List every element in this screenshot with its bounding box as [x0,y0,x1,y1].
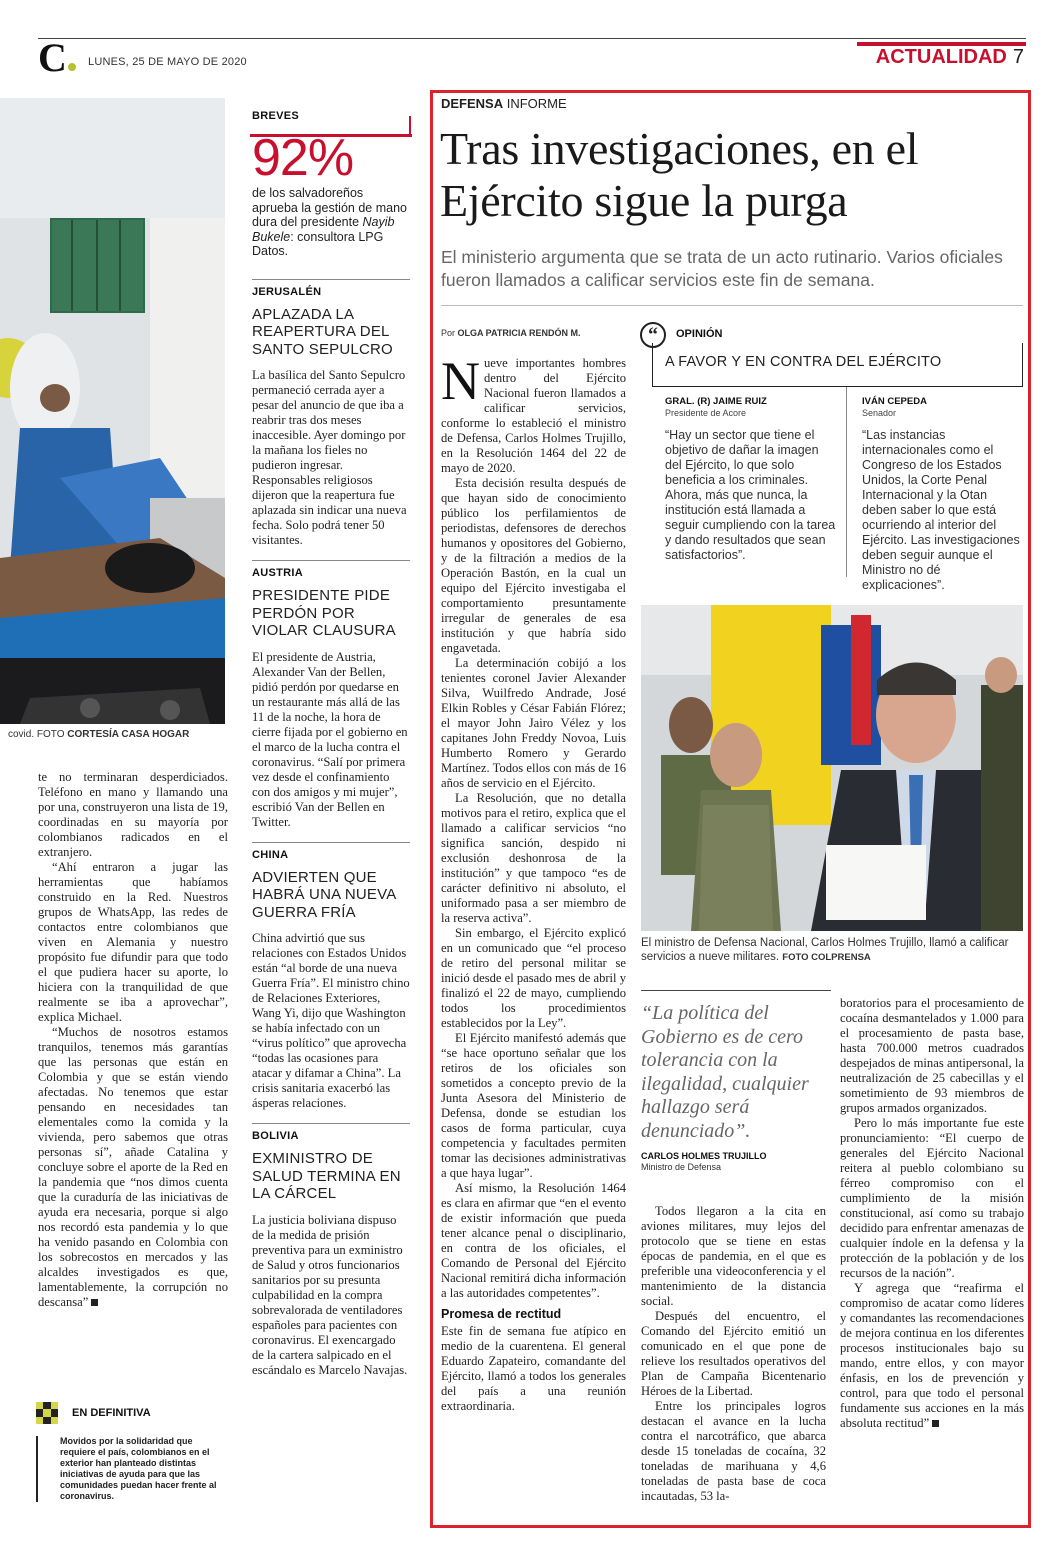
brief-headline: PRESIDENTE PIDE PERDÓN POR VIOLAR CLAUSURA [252,587,396,639]
en-definitiva-text: Movidos por la solidaridad que requiere el país, colombianos en el exterior han planteado distintas iniciativas de ayuda para que las comunidades puedan hacer frente al coronavirus. [36,1436,230,1502]
end-mark-icon [91,1299,98,1306]
opinion-left [665,396,837,563]
paragraph: Y agrega que “reafirma el compromiso de acatar como líderes y comandantes las recomendaciones de mejora continua en los diferentes procesos institucionales bajo su mando, entre ellos, y con mayor énfasis, en los de prevención y control, para que todo el personal fundamente sus acciones en la más absoluta rectitud” [840,1281,1024,1430]
brief-body: China advirtió que sus relaciones con Estados Unidos están “al borde de una nueva Guerra Fría”. El ministro chino de Relaciones Exteriores, Wang Yi, dijo que Washington se había infectado con un “virus político” que aprovecha “todas las ocasiones para atacar y difamar a China”. La crisis sanitaria exacerbó las ásperas relaciones. [252,931,410,1110]
opinion-author: IVÁN CEPEDA [862,396,927,407]
brief-headline: EXMINISTRO DE SALUD TERMINA EN LA CÁRCEL [252,1150,401,1202]
brief-headline: APLAZADA LA REAPERTURA DEL SANTO SEPULCRO [252,305,393,358]
section-name: ACTUALIDAD [875,46,1007,68]
issue-date: LUNES, 25 DE MAYO DE 2020 [88,56,247,68]
breves-stat-text: de los salvadoreños aprueba la gestión de mano dura del presidente Nayib Bukele: consultora LPG Datos. [252,186,407,258]
article-continuation-column [38,770,228,1310]
paragraph: Así mismo, la Resolución 1464 es clara en afirmar que “en el evento de existir información que pueda tener alcance penal o disciplinario, en contra de los oficiales, el Comando de Personal del Ejército Nacional remitirá dicha información a las autoridades competentes”. [441,1181,626,1300]
breves-stat-number: 92% [252,129,354,187]
header-rule [38,38,1026,39]
article-column-3 [840,996,1024,1431]
paragraph: “Muchos de nosotros estamos tranquilos, tenemos más garantías que las personas que están en Colombia y que se están viendo afectadas. No tenemos que estar pensando en necesidades tan elementales como la comida y la vivienda, pero sabemos que otras personas sí”, añade Catalina y concluye sobre el aporte de la Red en la pandemia que “nos dimos cuenta que la curaduría de las iniciativas de ayuda era necesaria, porque si algo nos recordó esta pandemia y lo que ha venido pasando en Colombia con los sobrecostos en mercados y las alcaldes investigados es que, lamentablemente, la corrupción no descansa” [38,1025,228,1309]
en-definitiva-title: EN DEFINITIVA [36,1402,230,1424]
brief-place: BOLIVIA [252,1130,299,1142]
article-deck: El ministerio argumenta que se trata de un acto rutinario. Varios oficiales fueron llamados a calificar servicios este fin de semana. [441,247,1003,290]
paragraph: Entre los principales logros destacan el avance en la lucha contra el narcotráfico, que abarca desde 15 toneladas de cocaína, 32 toneladas de marihuana y 4,6 toneladas de pasta base de coca incautadas, 53 la- [641,1399,826,1503]
end-mark-icon [932,1420,939,1427]
photo-caption-right: El ministro de Defensa Nacional, Carlos Holmes Trujillo, llamó a calificar servicios a nueve militares. FOTO COLPRENSA [641,937,1009,963]
opinion-author: GRAL. (R) JAIME RUIZ [665,396,767,407]
divider [252,279,410,280]
opinion-right [862,396,1022,593]
brief-place: CHINA [252,848,289,861]
lead-paragraph: Nueve importantes hombres dentro del Ejército Nacional fueron llamados a calificar servicios, conforme lo estableció el ministro de Defensa, Carlos Holmes Trujillo, en la Resolución 1464 del 22 de mayo de 2020. [441,351,626,475]
page-number: 7 [1012,46,1024,68]
opinion-role: Presidente de Acore [665,408,747,418]
photo-illustration [0,98,225,724]
brief-place: AUSTRIA [252,567,303,579]
divider [252,842,410,843]
paragraph: El Ejército manifestó además que “se hace oportuno señalar que los retiros de los oficiales son sometidos a concepto previo de la Junta Asesora del Ministerio de Defensa, donde se estudian los casos de forma particular, cuya competencia y facultades permiten tomar las decisiones administrativas a que haya lugar”. [441,1031,626,1180]
article-headline: Tras investigaciones, en el Ejército sigue la purga [440,123,919,226]
breves-label: BREVES [252,110,300,122]
paragraph: Pero lo más importante fue este pronunciamiento: “El cuerpo de generales del Ejército Nacional reitera al pueblo colombiano su férreo compromiso con el cumplimiento de la misión constitucional, así como su trabajo decidido para enfrentar amenazas de cualquier índole en la defensa y la protección de la población y de los recursos de la nación”. [840,1116,1024,1280]
paragraph: Esta decisión resulta después de que hayan sido de conocimiento público los perfilamientos de periodistas, defensores de derechos humanos y opositores del Gobierno, y de la filtración a medios de la Operación Bastón, en la cual un equipo del Ejército investigaba el comportamiento presuntamente irregular de generales de esa institución y que habría sido engavetada. [441,476,626,655]
brief-body: La justicia boliviana dispuso de la medida de prisión preventiva para un exministro de Salud y otros funcionarios sanitarios por su presunta culpabilidad en la compra sobrevalorada de ventiladores españoles para pacientes con coronavirus. El exencargado de la cartera salpicado en el escándalo es Marcelo Navajas. [252,1212,408,1377]
divider [252,1123,410,1124]
pull-quote: “La política del Gobierno es de cero tolerancia con la ilegalidad, cualquier hallazgo será denunciado”. [641,1002,809,1142]
divider [252,560,410,561]
opinion-role: Senador [862,408,897,418]
paragraph: “Ahí entraron a jugar las herramientas que habíamos construido en la Red. Nuestros grupos de WhatsApp, las redes de contactos entre colombianos que viven en Alemania y nuestro propósito fue difundir para que todo el que pudiera hacer su aporte, lo hiciera con la tranquilidad de que realmente se iba a aprovechar”, explica Michael. [38,860,228,1024]
paragraph: Este fin de semana fue atípico en medio de la cuarentena. El general Eduardo Zapateiro, comandante del Ejército, llamó a todos los generales del país a una reunión extraordinaria. [441,1324,626,1413]
brief-body: La basílica del Santo Sepulcro permaneció cerrada ayer a pesar del anuncio de que iba a reabrir tras dos meses inaccesible. Ayer domingo por la mañana los fieles no pudieron ingresar. Responsables religiosos dijeron que la reapertura fue aplazada sin indicar una nueva fecha. Solo podrá tener 50 visitantes. [252,368,407,547]
opinion-quote: “Las instancias internacionales como el Congreso de los Estados Unidos, la Corte Penal Internacional y la Otan deben saber lo que está ocurriendo al interior del Ejército. Las investigaciones deben seguir aunque el Ministro no dé explicaciones”. [862,428,1020,592]
brief-place: JERUSALÉN [252,285,322,298]
opinion-divider [846,387,847,577]
breves-column [252,110,410,1378]
article-overline: DEFENSA INFORME [441,96,567,111]
paragraph: La determinación cobijó a los tenientes coronel Javier Alexander Silva, Wuilfredo Andrade, José Elkin Robles y César Fabián Flórez; el mayor John Jairo Vélez y los capitanes John Freddy Novoa, Luis Humberto Romero y Gerardo Martínez. Todos ellos con más de 16 años de servicio en el Ejército. [441,656,626,790]
article-column-1 [441,351,627,1414]
brief-headline: ADVIERTEN QUE HABRÁ UNA NUEVA GUERRA FRÍA [252,868,396,921]
covid-patient-photo [0,98,225,724]
minister-photo [641,605,1023,931]
paragraph: Todos llegaron a la cita en aviones militares, muy lejos del protocolo que se tiene en estas épocas de pandemia, en el que es preferible una videoconferencia y el mantenimiento de la distancia social. [641,1204,826,1308]
brief-body: El presidente de Austria, Alexander Van der Bellen, pidió perdón por quedarse en un restaurante más allá de las 11 de la noche, la hora de cierre fijada por el gobierno en el marco de la lucha contra el coronavirus. “Salí por primera vez desde el confinamiento con dos amigos y mi mujer”, escribió Van der Bellen en Twitter. [252,649,408,829]
article-column-2 [641,1204,826,1504]
pull-quote-rule [641,990,831,991]
quote-icon: “ [640,322,666,348]
paragraph: te no terminaran desperdiciados. Teléfono en mano y llamando una por una, construyeron una lista de 19, coordinadas en su mayoría por colombianos radicados en el extranjero. [38,770,228,859]
opinion-quote: “Hay un sector que tiene el objetivo de dañar la imagen del Ejército, lo que solo beneficia a los criminales. Ahora, más que nunca, la institución está llamada a seguir cumpliendo con la tarea y dando resultados que sean satisfactorios”. [665,428,836,562]
pull-quote-author: CARLOS HOLMES TRUJILLO [641,1151,767,1161]
en-definitiva-box [36,1402,230,1520]
paragraph: boratorios para el procesamiento de cocaína desmantelados y 1.000 para el procesamiento de pasta base, hasta 700.000 metros cuadrados despejados de minas antipersonal, la neutralización de 25 cabecillas y el sometimiento de 93 miembros de grupos armados organizados. [840,996,1024,1115]
photo-illustration [641,605,1023,931]
opinion-label: OPINIÓN [676,328,723,340]
opinion-title: A FAVOR Y EN CONTRA DEL EJÉRCITO [665,354,942,370]
photo-caption-left: covid. FOTO CORTESÍA CASA HOGAR [8,729,190,740]
section-label [876,46,1024,69]
deck-rule [441,305,1023,306]
subhead: Promesa de rectitud [441,1307,562,1321]
checker-icon [36,1402,58,1424]
newspaper-logo: C [38,38,76,78]
logo-dot-icon [68,63,76,71]
drop-cap: N [441,351,480,411]
paragraph: Sin embargo, el Ejército explicó en un comunicado que “el proceso de retiro del personal militar se inició desde el pasado mes de abril y finalizó el 22 de mayo, cumpliendo todos los procedimientos establecidos por la Ley”. [441,926,627,1030]
article-byline: Por OLGA PATRICIA RENDÓN M. [441,328,581,338]
paragraph: Después del encuentro, el Comando del Ejército emitió un comunicado en el que pone de relieve los resultados operativos del Plan de Campaña Bicentenario Héroes de la Libertad. [641,1309,826,1398]
paragraph: La Resolución, que no detalla motivos para el retiro, explica que el llamado a calificar servicios “no significa sanción, despido ni exclusión deshonrosa de la institución” y que tampoco “es de carácter definitivo ni absoluto, el uniformado pasa a ser miembro de la reserva activa”. [441,791,626,925]
pull-quote-role: Ministro de Defensa [641,1162,722,1172]
